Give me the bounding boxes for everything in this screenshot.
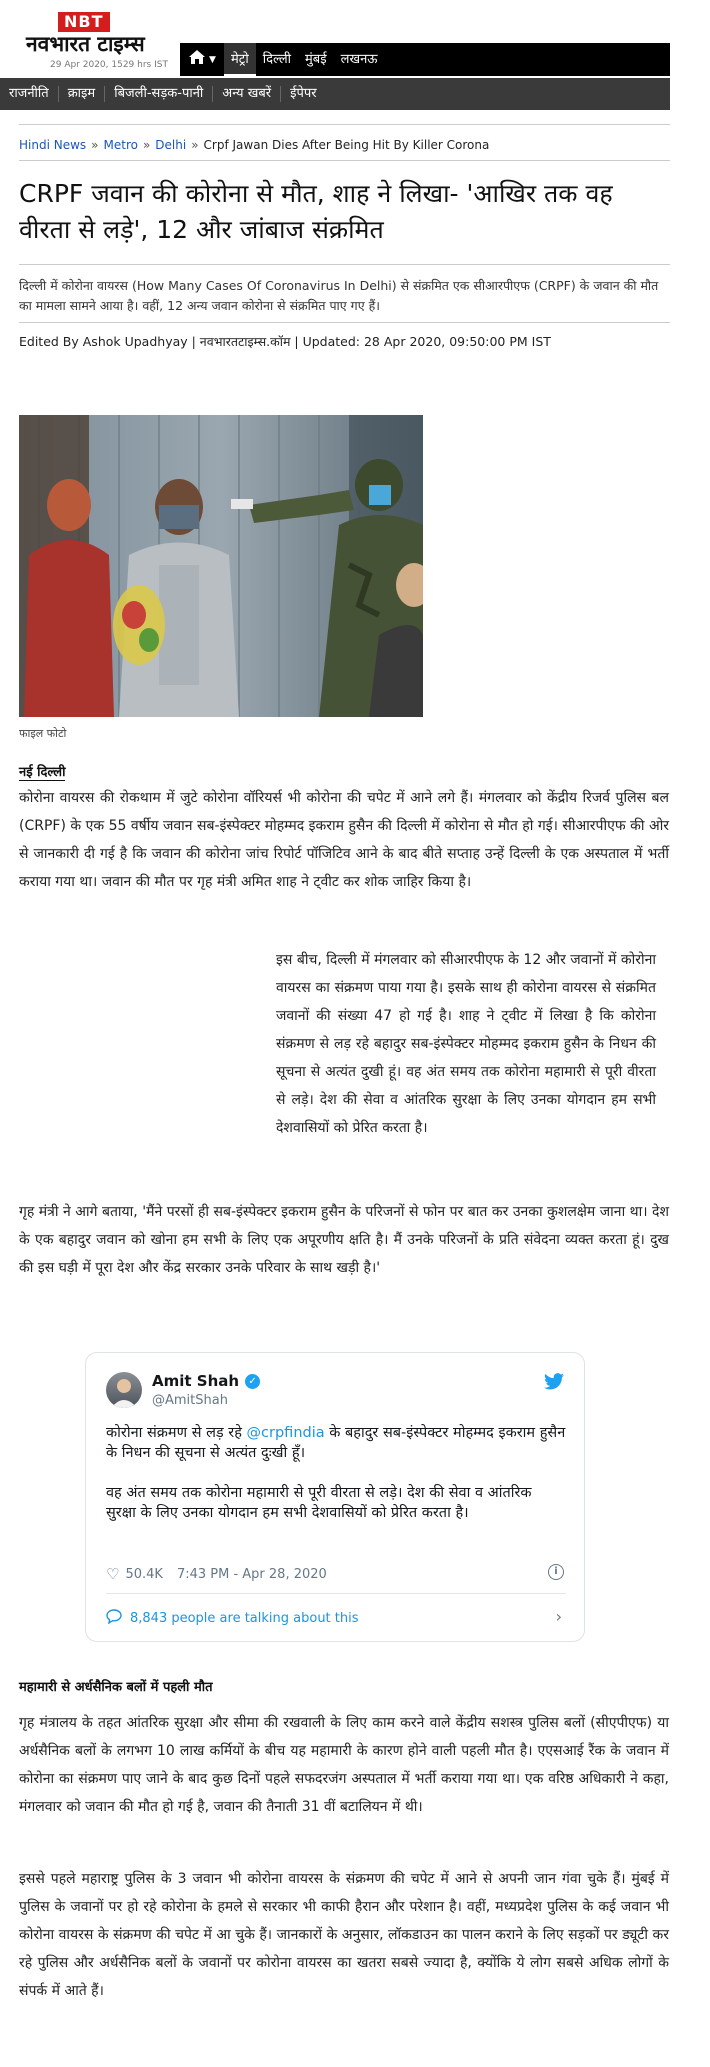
breadcrumb-link-delhi[interactable]: Delhi <box>155 138 187 152</box>
article-paragraph: इस बीच, दिल्ली में मंगलवार को सीआरपीएफ के 12 और जवानों में कोरोना वायरस का संक्रमण पाया गया है। इसके साथ ही कोरोना वायरस से संक्रमित जवानों की संख्या 47 हो गई है। शाह ने ट्वीट में लिखा है कि कोरोना संक्रमण से लड़ रहे बहादुर सब-इंस्पेक्टर मोहम्मद इकराम हुसैन के निधन की सूचना से अत्यंत दुखी हूं। वह अंत समय तक कोरोना महामारी से पूरी वीरता से लड़े। देश की सेवा व आंतरिक सुरक्षा के लिए उनका योगदान हम सभी देशवासियों को प्रेरित करता है। <box>276 952 656 1136</box>
nav-item-epaper[interactable]: ईपेपर <box>290 86 317 101</box>
article-dateline: नई दिल्ली <box>19 762 65 781</box>
tweet-conversation-text: 8,843 people are talking about this <box>130 1611 359 1626</box>
heart-icon[interactable]: ♡ <box>106 1565 120 1583</box>
site-logo[interactable] <box>20 12 170 70</box>
tweet-text-part: के बहादुर सब-इंस्पेक्टर मोहम्मद इकराम हुसैन के निधन की सूचना से अत्यंत दुःखी हूँ। <box>106 1425 566 1461</box>
chevron-down-icon: ▼ <box>209 54 216 65</box>
breadcrumb-link-metro[interactable]: Metro <box>103 138 138 152</box>
nav-city-lucknow[interactable]: लखनऊ <box>340 52 378 67</box>
tweet-meta <box>106 1565 327 1583</box>
article-paragraph: गृह मंत्री ने आगे बताया, 'मैंने परसों ही सब-इंस्पेक्टर इकराम हुसैन के परिजनों से फोन पर बात कर उनका कुशलक्षेम जाना था। देश के एक बहादुर जवान को खोना हम सभी के लिए एक अपूरणीय क्षति है। मैं उनके परिजनों के प्रति संवेदना व्यक्त करता हूं। दुख की इस घड़ी में पूरा देश और केंद्र सरकार उनके परिवार के साथ खड़ी है।' <box>19 1204 669 1276</box>
breadcrumb-link-hindi-news[interactable]: Hindi News <box>19 138 87 152</box>
nav-item-civic[interactable]: बिजली-सड़क-पानी <box>105 86 213 102</box>
breadcrumb <box>19 138 489 152</box>
logo-badge: NBT <box>58 12 110 32</box>
header-timestamp: 29 Apr 2020, 1529 hrs IST <box>50 60 168 70</box>
nav-item-politics[interactable]: राजनीति <box>0 86 59 102</box>
verified-badge-icon: ✓ <box>245 1374 260 1389</box>
article-byline: Edited By Ashok Upadhyay | नवभारतटाइम्स.कॉम | Updated: 28 Apr 2020, 09:50:00 PM IST <box>19 334 551 349</box>
photo-illustration <box>19 415 423 717</box>
tweet-author[interactable] <box>152 1372 260 1390</box>
tweet-timestamp[interactable]: 7:43 PM - Apr 28, 2020 <box>176 1566 327 1582</box>
info-icon[interactable]: i <box>548 1564 564 1580</box>
city-nav <box>180 43 670 76</box>
tweet-handle[interactable]: @AmitShah <box>152 1393 228 1408</box>
embedded-tweet[interactable] <box>85 1352 585 1642</box>
tweet-text-part: कोरोना संक्रमण से लड़ रहे <box>106 1425 247 1441</box>
speech-bubble-icon <box>106 1609 122 1628</box>
nav-city-mumbai[interactable]: मुंबई <box>305 52 327 67</box>
divider <box>106 1593 566 1594</box>
category-nav <box>0 78 670 110</box>
tweet-text-line <box>106 1423 566 1463</box>
home-button[interactable] <box>180 43 224 76</box>
article-paragraph: इससे पहले महाराष्ट्र पुलिस के 3 जवान भी कोरोना वायरस के संक्रमण की चपेट में आने से अपनी जान गंवा चुके हैं। मुंबई में पुलिस के जवानों पर हो रहे कोरोना के हमले से सरकार भी काफी हैरान और परेशान है। वहीं, मध्यप्रदेश पुलिस के कई जवान भी कोरोना वायरस के संक्रमण की चपेट में आ चुके हैं। जानकारों के अनुसार, लॉकडाउन का पालन कराने के लिए सड़कों पर ड्यूटी कर रहे पुलिस और अर्धसैनिक बलों के जवानों पर कोरोना वायरस का खतरा सबसे ज्यादा है, क्योंकि ये लोग सबसे अधिक लोगों के संपर्क में आते हैं। <box>19 1871 669 1999</box>
tweet-mention-link[interactable]: @crpfindia <box>246 1425 325 1441</box>
nav-city-metro[interactable]: मेट्रो <box>224 43 256 76</box>
breadcrumb-separator: » <box>142 138 151 152</box>
article-photo[interactable] <box>19 415 423 717</box>
section-heading: महामारी से अर्धसैनिक बलों में पहली मौत <box>19 1680 213 1695</box>
tweet-like-count[interactable]: 50.4K <box>125 1566 163 1582</box>
nav-item-other-news[interactable]: अन्य खबरें <box>213 86 281 102</box>
tweet-conversation-link[interactable] <box>106 1609 359 1628</box>
home-icon <box>188 49 206 70</box>
article-headline: CRPF जवान की कोरोना से मौत, शाह ने लिखा- 'आखिर तक वह वीरता से लड़े', 12 और जांबाज संक्रमित <box>19 179 613 244</box>
divider <box>19 264 670 265</box>
breadcrumb-separator: » <box>91 138 99 152</box>
chevron-right-icon[interactable]: › <box>555 1607 562 1626</box>
logo-text: नवभारत टाइम्स <box>26 32 145 56</box>
divider <box>19 160 670 161</box>
divider <box>19 124 670 125</box>
article-summary: दिल्ली में कोरोना वायरस (How Many Cases Of Coronavirus In Delhi) से संक्रमित एक सीआरपीएफ (CRPF) के जवान की मौत का मामला सामने आया है। वहीं, 12 अन्य जवान कोरोना से संक्रमित पाए गए हैं। <box>19 278 659 313</box>
avatar[interactable] <box>106 1372 142 1408</box>
tweet-text <box>106 1423 566 1543</box>
photo-caption: फाइल फोटो <box>19 727 67 740</box>
breadcrumb-current: Crpf Jawan Dies After Being Hit By Killer Corona <box>203 138 490 152</box>
tweet-author-name: Amit Shah <box>152 1372 240 1390</box>
nav-city-delhi[interactable]: दिल्ली <box>262 52 292 67</box>
article-paragraph: कोरोना वायरस की रोकथाम में जुटे कोरोना वॉरियर्स भी कोरोना की चपेट में आने लगे हैं। मंगलवार को केंद्रीय रिजर्व पुलिस बल (CRPF) के एक 55 वर्षीय जवान सब-इंस्पेक्टर मोहम्मद इकराम हुसैन की दिल्ली में कोरोना से मौत हो गई। सीआरपीएफ की ओर से जानकारी दी गई है कि जवान की कोरोना जांच रिपोर्ट पॉजिटिव आने के बाद बीते सप्ताह उन्हें दिल्ली के एक अस्पताल में भर्ती कराया गया था। जवान की मौत पर गृह मंत्री अमित शाह ने ट्वीट कर शोक जाहिर किया है। <box>19 790 669 890</box>
twitter-bird-icon[interactable] <box>544 1373 564 1394</box>
masthead <box>0 0 710 78</box>
breadcrumb-separator: » <box>191 138 199 152</box>
article-paragraph: गृह मंत्रालय के तहत आंतरिक सुरक्षा और सीमा की रखवाली के लिए काम करने वाले केंद्रीय सशस्त्र पुलिस बलों (सीएपीएफ) या अर्धसैनिक बलों के लगभग 10 लाख कर्मियों के बीच यह महामारी के कारण होने वाली पहली मौत है। एएसआई रैंक के जवान में कोरोना का संक्रमण पाए जाने के बाद कुछ दिनों पहले सफदरजंग अस्पताल में भर्ती कराया गया था। एक वरिष्ठ अधिकारी ने कहा, मंगलवार को जवान की मौत हो गई है, जवान की तैनाती 31 वीं बटालियन में थी। <box>19 1715 669 1815</box>
tweet-text-line: वह अंत समय तक कोरोना महामारी से पूरी वीरता से लड़े। देश की सेवा व आंतरिक सुरक्षा के लिए उनका योगदान हम सभी देशवासियों को प्रेरित करता है। <box>106 1485 532 1521</box>
divider <box>19 322 670 323</box>
nav-item-crime[interactable]: क्राइम <box>59 86 106 102</box>
